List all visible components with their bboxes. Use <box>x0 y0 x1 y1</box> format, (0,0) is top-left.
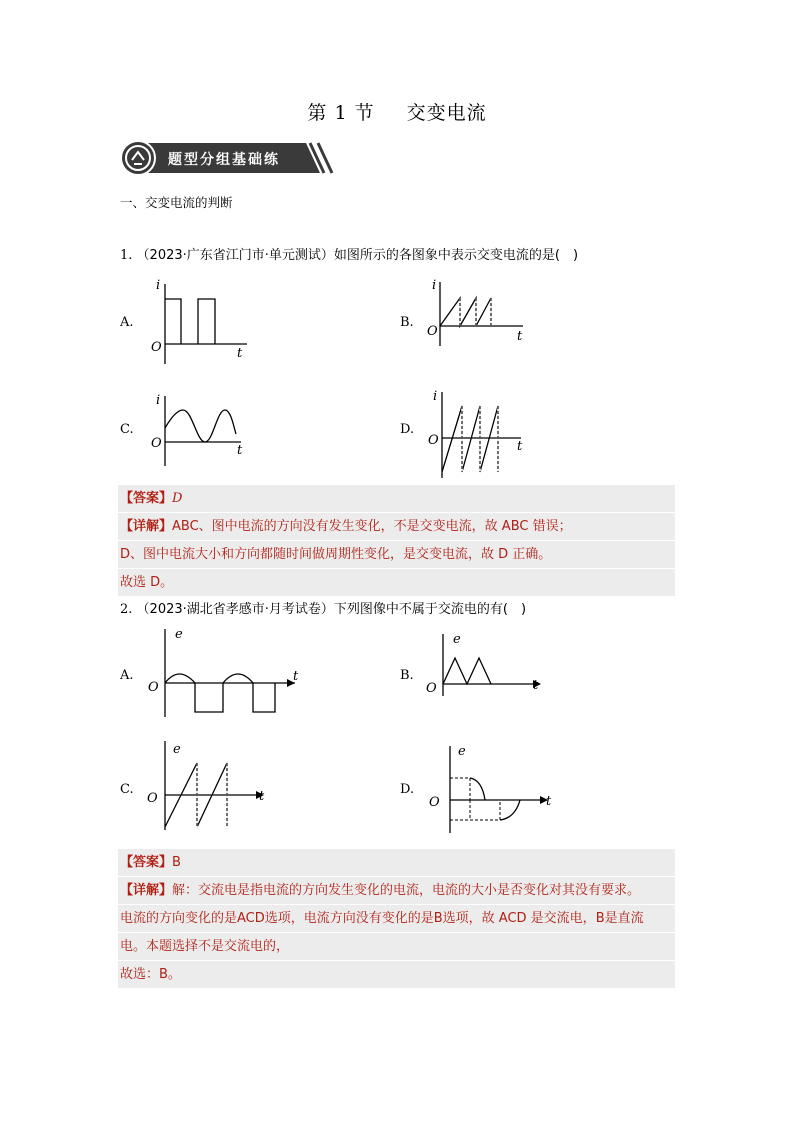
axis-x-label: t <box>517 439 523 454</box>
detail-row: 电流的方向变化的是ACD选项，电流方向没有变化的是B选项，故 ACD 是交流电，B是直流 <box>118 904 675 932</box>
detail-row <box>118 876 675 904</box>
origin-label: O <box>428 433 439 448</box>
answer-row <box>118 849 675 876</box>
axis-y-label: e <box>175 627 183 642</box>
axis-x-label: t <box>546 794 552 809</box>
q1-graph-c <box>145 388 255 468</box>
detail-label: 【详解】 <box>120 519 173 534</box>
section-number: 第 1 节 <box>307 102 375 124</box>
axis-y-label: e <box>173 742 181 757</box>
question-number: 1. <box>120 248 133 263</box>
origin-label: O <box>148 680 159 695</box>
question-stem: 如图所示的各图象中表示交变电流的是( ) <box>333 248 579 263</box>
conclusion-row: 故选 D。 <box>118 568 675 596</box>
q1-answer-block <box>118 485 675 596</box>
q2-option-d: D. <box>400 782 415 797</box>
answer-label: 【答案】 <box>120 855 173 870</box>
axis-y-label: i <box>156 393 161 408</box>
conclusion-row: 故选：B。 <box>118 960 675 988</box>
section-topic: 交变电流 <box>406 102 487 124</box>
question-source: （2023·广东省江门市·单元测试） <box>136 248 334 263</box>
detail-row: D、图中电流大小和方向都随时间做周期性变化，是交变电流，故 D 正确。 <box>118 540 675 568</box>
q2-answer-block <box>118 849 675 988</box>
axis-y-label: i <box>433 389 438 404</box>
section-heading: 一、交变电流的判断 <box>120 195 233 210</box>
page-title <box>0 98 794 125</box>
q2-graph-a <box>145 625 305 720</box>
detail-label: 【详解】 <box>120 883 173 898</box>
axis-y-label: i <box>432 278 437 293</box>
origin-label: O <box>151 436 162 451</box>
detail-row: 电。本题选择不是交流电的， <box>118 932 675 960</box>
q1-graph-a <box>145 278 255 368</box>
axis-x-label: t <box>293 669 299 684</box>
q2-graph-d <box>425 740 565 835</box>
q1-option-c: C. <box>120 422 134 437</box>
origin-label: O <box>427 324 438 339</box>
origin-label: O <box>151 340 162 355</box>
q1-option-d: D. <box>400 422 415 437</box>
detail-row <box>118 512 675 540</box>
answer-value: D <box>172 491 183 506</box>
answer-row <box>118 485 675 512</box>
category-banner <box>120 140 334 176</box>
axis-y-label: i <box>156 278 161 293</box>
axis-y-label: e <box>453 632 461 647</box>
q2-option-b: B. <box>400 668 414 683</box>
q2-option-c: C. <box>120 782 134 797</box>
q1-option-a: A. <box>120 315 134 330</box>
axis-x-label: t <box>259 789 265 804</box>
axis-x-label: t <box>533 678 539 693</box>
origin-label: O <box>429 795 440 810</box>
axis-x-label: t <box>237 346 243 361</box>
q1-graph-b <box>425 278 535 348</box>
origin-label: O <box>147 791 158 806</box>
detail-text: 解：交流电是指电流的方向发生变化的电流，电流的大小是否变化对其没有要求。 <box>172 883 641 898</box>
banner-label: 题型分组基础练 <box>168 152 280 168</box>
origin-label: O <box>426 681 437 696</box>
question-2 <box>120 598 526 617</box>
axis-x-label: t <box>237 443 243 458</box>
q2-graph-c <box>145 737 275 832</box>
question-stem: 下列图像中不属于交流电的有( ) <box>333 602 527 617</box>
question-number: 2. <box>120 602 133 617</box>
q1-graph-d <box>425 388 535 480</box>
axis-x-label: t <box>517 329 523 344</box>
q2-graph-b <box>425 628 555 698</box>
question-source: （2023·湖北省孝感市·月考试卷） <box>136 602 334 617</box>
detail-text: ABC、图中电流的方向没有发生变化，不是交变电流，故 ABC 错误； <box>172 519 572 534</box>
axis-y-label: e <box>458 744 466 759</box>
answer-value: B <box>172 855 181 870</box>
question-1 <box>120 244 578 263</box>
answer-label: 【答案】 <box>120 491 173 506</box>
q1-option-b: B. <box>400 315 414 330</box>
q2-option-a: A. <box>120 668 134 683</box>
